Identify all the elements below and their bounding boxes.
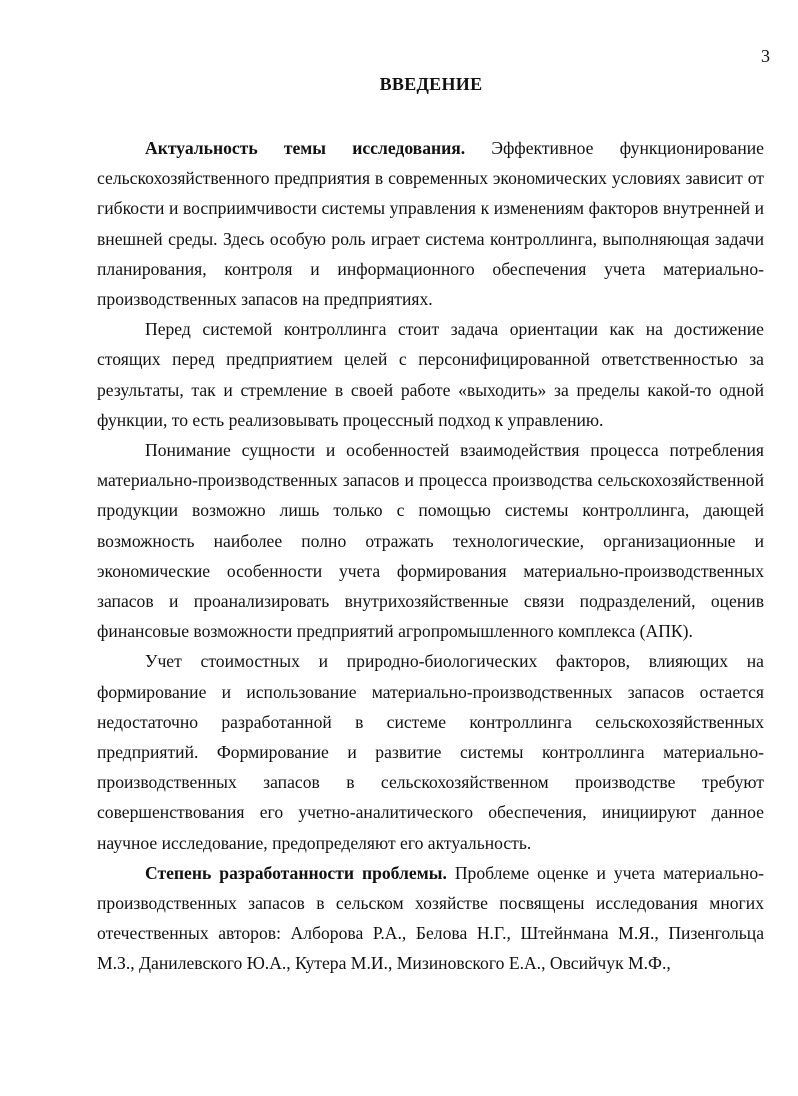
paragraph-controlling-task [97, 314, 764, 435]
paragraph-understanding [97, 435, 764, 646]
section-title: ВВЕДЕНИЕ [379, 74, 483, 94]
page-number: 3 [761, 46, 770, 66]
paragraph-development-degree [97, 858, 764, 979]
paragraph-factors [97, 646, 764, 857]
paragraph-text: Проблеме оценке и учета материально-производственных запасов в сельском хозяйстве посвящены исследования многих отечественных авторов: Алборова Р.А., Белова Н.Г., Штейнмана М.Я., Пизенгольца М.З., Данилевского Ю.А., Кутера М.И., Мизиновского Е.А., Овсийчук М.Ф., [97, 862, 764, 974]
paragraph-lead: Актуальность темы исследования. [145, 138, 466, 158]
paragraph-text: Перед системой контроллинга стоит задача ориентации как на достижение стоящих перед предприятием целей с персонифицированной ответственностью за результаты, так и стремление в своей работе «выходить» за пределы какой-то одной функции, то есть реализовывать процессный подход к управлению. [97, 319, 764, 430]
paragraph-relevance [97, 133, 764, 314]
paragraph-lead: Степень разработанности проблемы. [145, 862, 447, 883]
paragraph-text: Учет стоимостных и природно-биологических факторов, влияющих на формирование и использование материально-производственных запасов остается недостаточно разработанной в системе контроллинга сельскохозяйственных предприятий. Формирование и развитие системы контроллинга материально-производственных запасов в сельскохозяйственном производстве требуют совершенствования его учетно-аналитического обеспечения, инициируют данное научное исследование, предопределяют его актуальность. [97, 651, 764, 853]
paragraph-text: Понимание сущности и особенностей взаимодействия процесса потребления материально-производственных запасов и процесса производства сельскохозяйственной продукции возможно лишь только с помощью системы контроллинга, дающей возможность наиболее полно отражать технологические, организационные и экономические особенности учета формирования материально-производственных запасов и проанализировать внутрихозяйственные связи подразделений, оценив финансовые возможности предприятий агропромышленного комплекса (АПК). [97, 440, 764, 642]
body-text [97, 133, 764, 979]
paragraph-text: Эффективное функционирование сельскохозяйственного предприятия в современных экономических условиях зависит от гибкости и восприимчивости системы управления к изменениям факторов внутренней и внешней среды. Здесь особую роль играет система контроллинга, выполняющая задачи планирования, контроля и информационного обеспечения учета материально-производственных запасов на предприятиях. [97, 138, 764, 310]
